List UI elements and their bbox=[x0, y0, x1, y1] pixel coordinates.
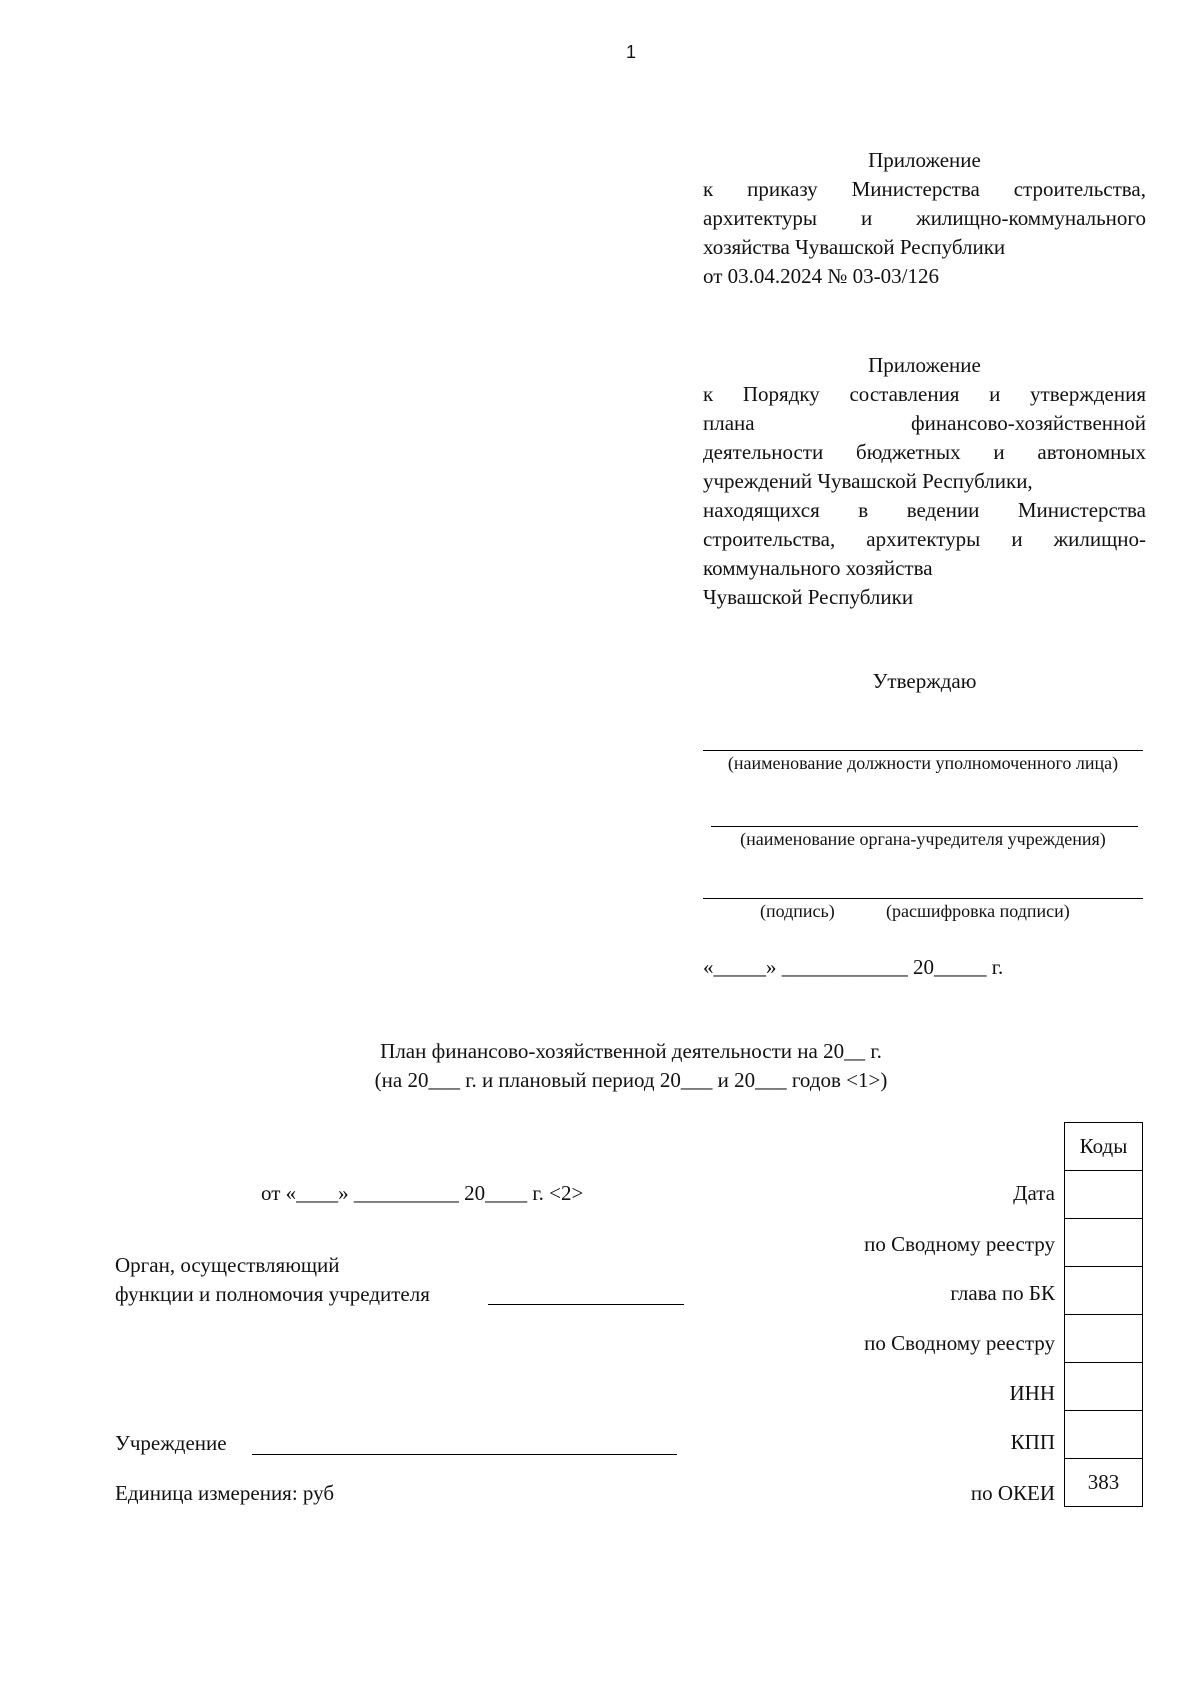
plan-title: План финансово-хозяйственной деятельности на 20__ г. bbox=[380, 1039, 882, 1063]
appendix-procedure-line: Чувашской Республики bbox=[703, 585, 914, 609]
appendix-order-line: к приказу Министерства строительства, bbox=[703, 177, 1146, 201]
organ-value-line bbox=[488, 1304, 684, 1305]
code-cell-kpp bbox=[1065, 1411, 1143, 1459]
plan-subtitle: (на 20___ г. и плановый период 20___ и 20___ годов <1>) bbox=[374, 1068, 888, 1092]
signature-decoding-caption: (расшифровка подписи) bbox=[886, 901, 1070, 921]
code-label-okei: по ОКЕИ bbox=[970, 1481, 1055, 1505]
signature-caption: (подпись) bbox=[760, 901, 835, 921]
institution-value-line bbox=[252, 1454, 677, 1455]
approve-heading: Утверждаю bbox=[872, 669, 977, 693]
signature-line bbox=[703, 898, 1143, 899]
code-label-kpp: КПП bbox=[1010, 1430, 1055, 1454]
code-label-registry: по Сводному реестру bbox=[864, 1331, 1055, 1355]
appendix-order-block bbox=[703, 146, 1146, 291]
codes-table bbox=[1064, 1122, 1143, 1507]
appendix-order-line: хозяйства Чувашской Республики bbox=[703, 235, 1006, 259]
appendix-procedure-line: к Порядку составления и утверждения bbox=[703, 382, 1146, 406]
unit-label: Единица измерения: руб bbox=[115, 1481, 335, 1505]
appendix-procedure-line: учреждений Чувашской Республики, bbox=[703, 469, 1033, 493]
appendix-procedure-line: деятельности бюджетных и автономных bbox=[703, 440, 1146, 464]
code-label-date: Дата bbox=[1013, 1181, 1055, 1205]
organ-label-line2: функции и полномочия учредителя bbox=[115, 1282, 430, 1306]
appendix-order-heading: Приложение bbox=[868, 148, 981, 172]
appendix-procedure-line: строительства, архитектуры и жилищно- bbox=[703, 527, 1146, 551]
code-cell-registry bbox=[1065, 1219, 1143, 1267]
appendix-order-line: архитектуры и жилищно-коммунального bbox=[703, 206, 1146, 230]
appendix-procedure-line: плана финансово-хозяйственной bbox=[703, 411, 1146, 435]
plan-date-line: от «____» __________ 20____ г. <2> bbox=[261, 1181, 584, 1205]
code-label-inn: ИНН bbox=[1009, 1381, 1055, 1405]
code-cell-registry bbox=[1065, 1315, 1143, 1363]
page-number: 1 bbox=[625, 42, 636, 62]
code-cell-inn bbox=[1065, 1363, 1143, 1411]
appendix-procedure-line: находящихся в ведении Министерства bbox=[703, 498, 1146, 522]
organ-label-line1: Орган, осуществляющий bbox=[115, 1253, 340, 1277]
code-cell-bk-chapter bbox=[1065, 1267, 1143, 1315]
position-signature-line bbox=[703, 750, 1143, 751]
appendix-procedure-heading: Приложение bbox=[868, 353, 981, 377]
code-label-bk-chapter: глава по БК bbox=[950, 1281, 1055, 1305]
appendix-procedure-line: коммунального хозяйства bbox=[703, 556, 933, 580]
organ-caption: (наименование органа-учредителя учреждения) bbox=[740, 829, 1106, 849]
codes-header: Коды bbox=[1065, 1123, 1143, 1171]
appendix-procedure-block bbox=[703, 351, 1146, 612]
position-caption: (наименование должности уполномоченного лица) bbox=[727, 753, 1119, 773]
appendix-order-line: от 03.04.2024 № 03-03/126 bbox=[703, 264, 940, 288]
organ-signature-line bbox=[711, 826, 1138, 827]
code-cell-date bbox=[1065, 1171, 1143, 1219]
institution-label: Учреждение bbox=[115, 1431, 227, 1455]
approve-date-line: «_____» ____________ 20_____ г. bbox=[703, 955, 1004, 979]
code-label-registry: по Сводному реестру bbox=[864, 1232, 1055, 1256]
code-cell-okei: 383 bbox=[1065, 1459, 1143, 1507]
